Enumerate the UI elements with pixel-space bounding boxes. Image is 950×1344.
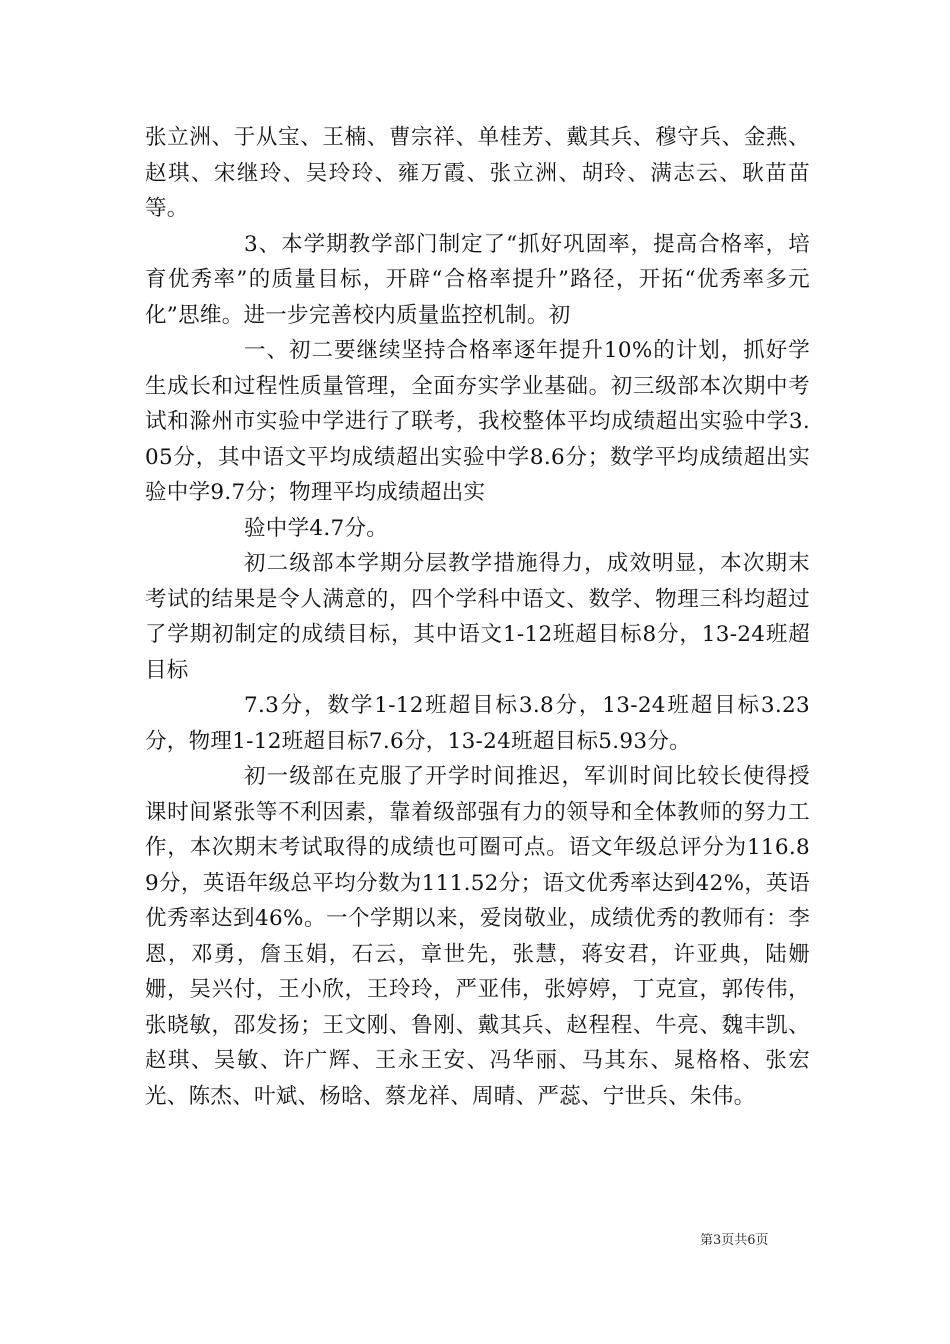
- paragraph-physics-score: 验中学4.7分。: [244, 515, 389, 541]
- paragraph-grade-exam-results: 一、初二要继续坚持合格率逐年提升10%的计划，抓好学生成长和过程性质量管理，全面夯实学业基础。初三级部本次期中考试和滁州市实验中学进行了联考，我校整体平均成绩超出实验中学3.05分，其中语文平均成绩超出实验中学8.6分；数学平均成绩超出实验中学9.7分；物理平均成绩超出实: [145, 338, 810, 505]
- paragraph-grade-two-scores: 7.3分，数学1-12班超目标3.8分，13-24班超目标3.23分，物理1-12班超目标7.6分，13-24班超目标5.93分。: [145, 693, 810, 754]
- paragraph-teacher-names: 张立洲、于从宝、王楠、曹宗祥、单桂芳、戴其兵、穆守兵、金燕、赵琪、宋继玲、吴玲玲、雍万霞、张立洲、胡玲、满志云、耿苗苗等。: [145, 125, 810, 221]
- paragraph-grade-one-results: 初一级部在克服了开学时间推迟，军训时间比较长使得授课时间紧张等不利因素，靠着级部强有力的领导和全体教师的努力工作，本次期末考试取得的成绩也可圈可点。语文年级总评分为116.89分，英语年级总平均分数为111.52分；语文优秀率达到42%，英语优秀率达到46%。一个学期以来，爱岗敬业，成绩优秀的教师有：李恩，邓勇，詹玉娟，石云，章世先，张慧，蒋安君，许亚典，陆姗姗，吴兴付，王小欣，王玲玲，严亚伟，张婷婷，丁克宣，郭传伟，张晓敏，邵发扬；王文刚、鲁刚、戴其兵、赵程程、牛亮、魏丰凯、赵琪、吴敏、许广辉、王永王安、冯华丽、马其东、晁格格、张宏光、陈杰、叶斌、杨晗、蔡龙祥、周晴、严蕊、宁世兵、朱伟。: [145, 764, 810, 1109]
- paragraph-grade-two-results: 初二级部本学期分层教学措施得力，成效明显，本次期末考试的结果是令人满意的，四个学科中语文、数学、物理三科均超过了学期初制定的成绩目标，其中语文1-12班超目标8分，13-24班超目标: [145, 551, 810, 683]
- document-body: [145, 120, 810, 1114]
- page-number: 第3页共6页: [700, 1233, 769, 1248]
- paragraph-quality-goals: 3、本学期教学部门制定了“抓好巩固率，提高合格率，培育优秀率”的质量目标，开辟“合格率提升”路径，开拓“优秀率多元化”思维。进一步完善校内质量监控机制。初: [145, 231, 810, 328]
